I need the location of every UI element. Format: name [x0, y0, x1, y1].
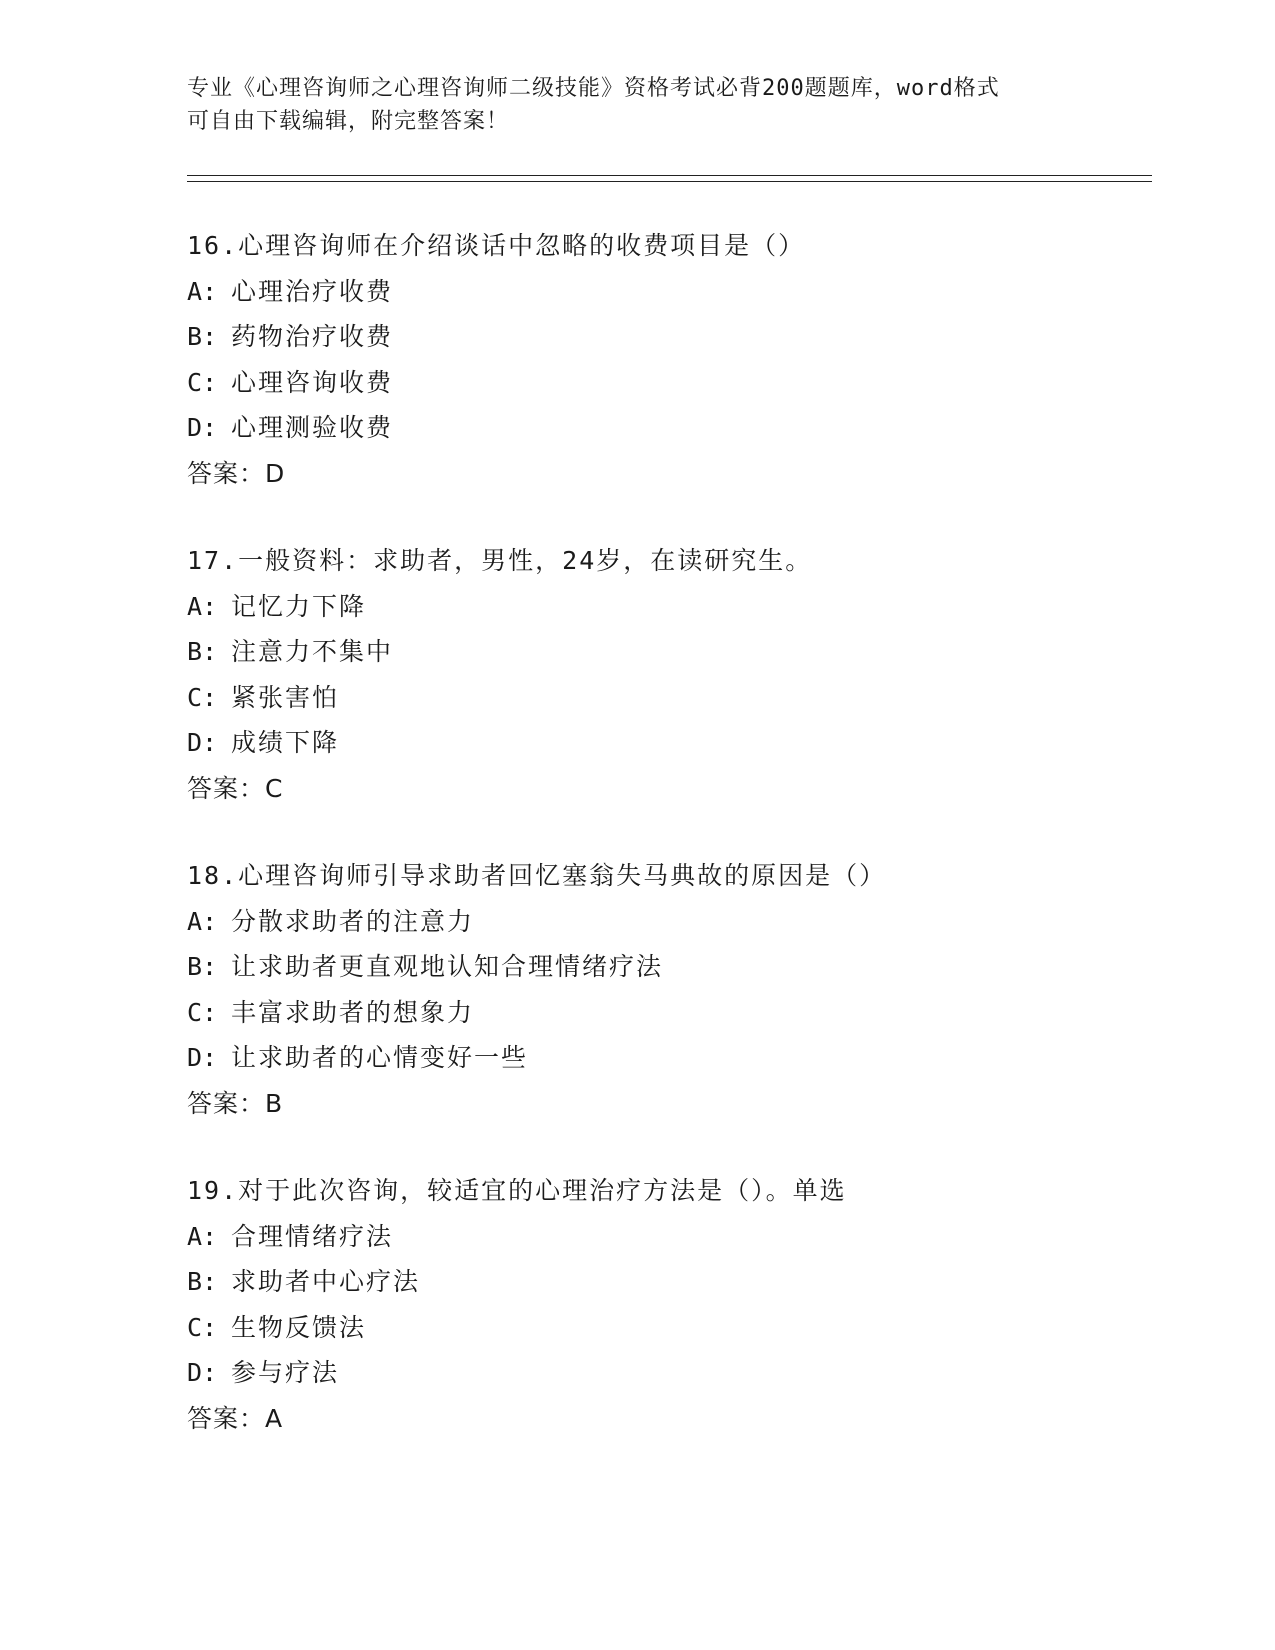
option-c [187, 360, 1147, 406]
question-block [187, 538, 1147, 811]
option-text: 让求助者的心情变好一些 [231, 1043, 529, 1072]
header-divider-bottom [187, 181, 1152, 182]
option-d [187, 405, 1147, 451]
option-letter: A: [187, 906, 218, 936]
option-d [187, 1350, 1147, 1396]
option-d [187, 720, 1147, 766]
option-c [187, 990, 1147, 1036]
option-letter: A: [187, 276, 218, 306]
option-a [187, 1214, 1147, 1260]
option-letter: A: [187, 1221, 218, 1251]
option-d [187, 1035, 1147, 1081]
question-block [187, 853, 1147, 1126]
option-c [187, 675, 1147, 721]
option-text: 记忆力下降 [231, 591, 367, 621]
option-letter: D: [187, 1043, 218, 1072]
option-text: 生物反馈法 [231, 1312, 367, 1342]
option-text: 心理治疗收费 [231, 276, 394, 306]
answer-line: 答案：A [187, 1403, 284, 1433]
option-letter: A: [187, 591, 218, 621]
option-letter: D: [187, 413, 218, 442]
option-text: 让求助者更直观地认知合理情绪疗法 [231, 952, 664, 981]
option-letter: B: [187, 1267, 218, 1296]
option-text: 成绩下降 [231, 728, 340, 757]
option-b [187, 944, 1147, 990]
option-text: 心理咨询收费 [231, 367, 394, 397]
option-letter: C: [187, 367, 218, 397]
question-title: 19.对于此次咨询，较适宜的心理治疗方法是（）。单选 [187, 1176, 847, 1205]
option-letter: D: [187, 1358, 218, 1387]
document-header [187, 72, 1087, 138]
header-line-1: 专业《心理咨询师之心理咨询师二级技能》资格考试必背200题题库，word格式 [187, 76, 1000, 101]
option-b [187, 314, 1147, 360]
option-text: 紧张害怕 [231, 682, 340, 712]
option-b [187, 1259, 1147, 1305]
option-text: 合理情绪疗法 [231, 1221, 394, 1251]
option-letter: D: [187, 728, 218, 757]
option-letter: C: [187, 1312, 218, 1342]
answer-line: 答案：B [187, 1088, 284, 1118]
question-title: 17.一般资料：求助者，男性，24岁，在读研究生。 [187, 546, 813, 575]
option-text: 注意力不集中 [231, 637, 394, 666]
option-a [187, 269, 1147, 315]
option-text: 丰富求助者的想象力 [231, 997, 475, 1027]
option-letter: B: [187, 322, 218, 351]
option-text: 分散求助者的注意力 [231, 906, 475, 936]
answer-line: 答案：D [187, 458, 286, 488]
option-letter: C: [187, 682, 218, 712]
question-title: 16.心理咨询师在介绍谈话中忽略的收费项目是（） [187, 231, 806, 260]
option-letter: B: [187, 637, 218, 666]
question-block [187, 223, 1147, 496]
option-a [187, 899, 1147, 945]
option-b [187, 629, 1147, 675]
header-line-2: 可自由下载编辑，附完整答案！ [187, 109, 510, 134]
question-title: 18.心理咨询师引导求助者回忆塞翁失马典故的原因是（） [187, 861, 887, 890]
option-text: 参与疗法 [231, 1358, 340, 1387]
question-block [187, 1168, 1147, 1441]
option-c [187, 1305, 1147, 1351]
option-text: 求助者中心疗法 [231, 1267, 421, 1296]
option-text: 心理测验收费 [231, 413, 394, 442]
answer-line: 答案：C [187, 773, 284, 803]
option-letter: B: [187, 952, 218, 981]
option-letter: C: [187, 997, 218, 1027]
option-a [187, 584, 1147, 630]
header-divider-top [187, 175, 1152, 176]
option-text: 药物治疗收费 [231, 322, 394, 351]
